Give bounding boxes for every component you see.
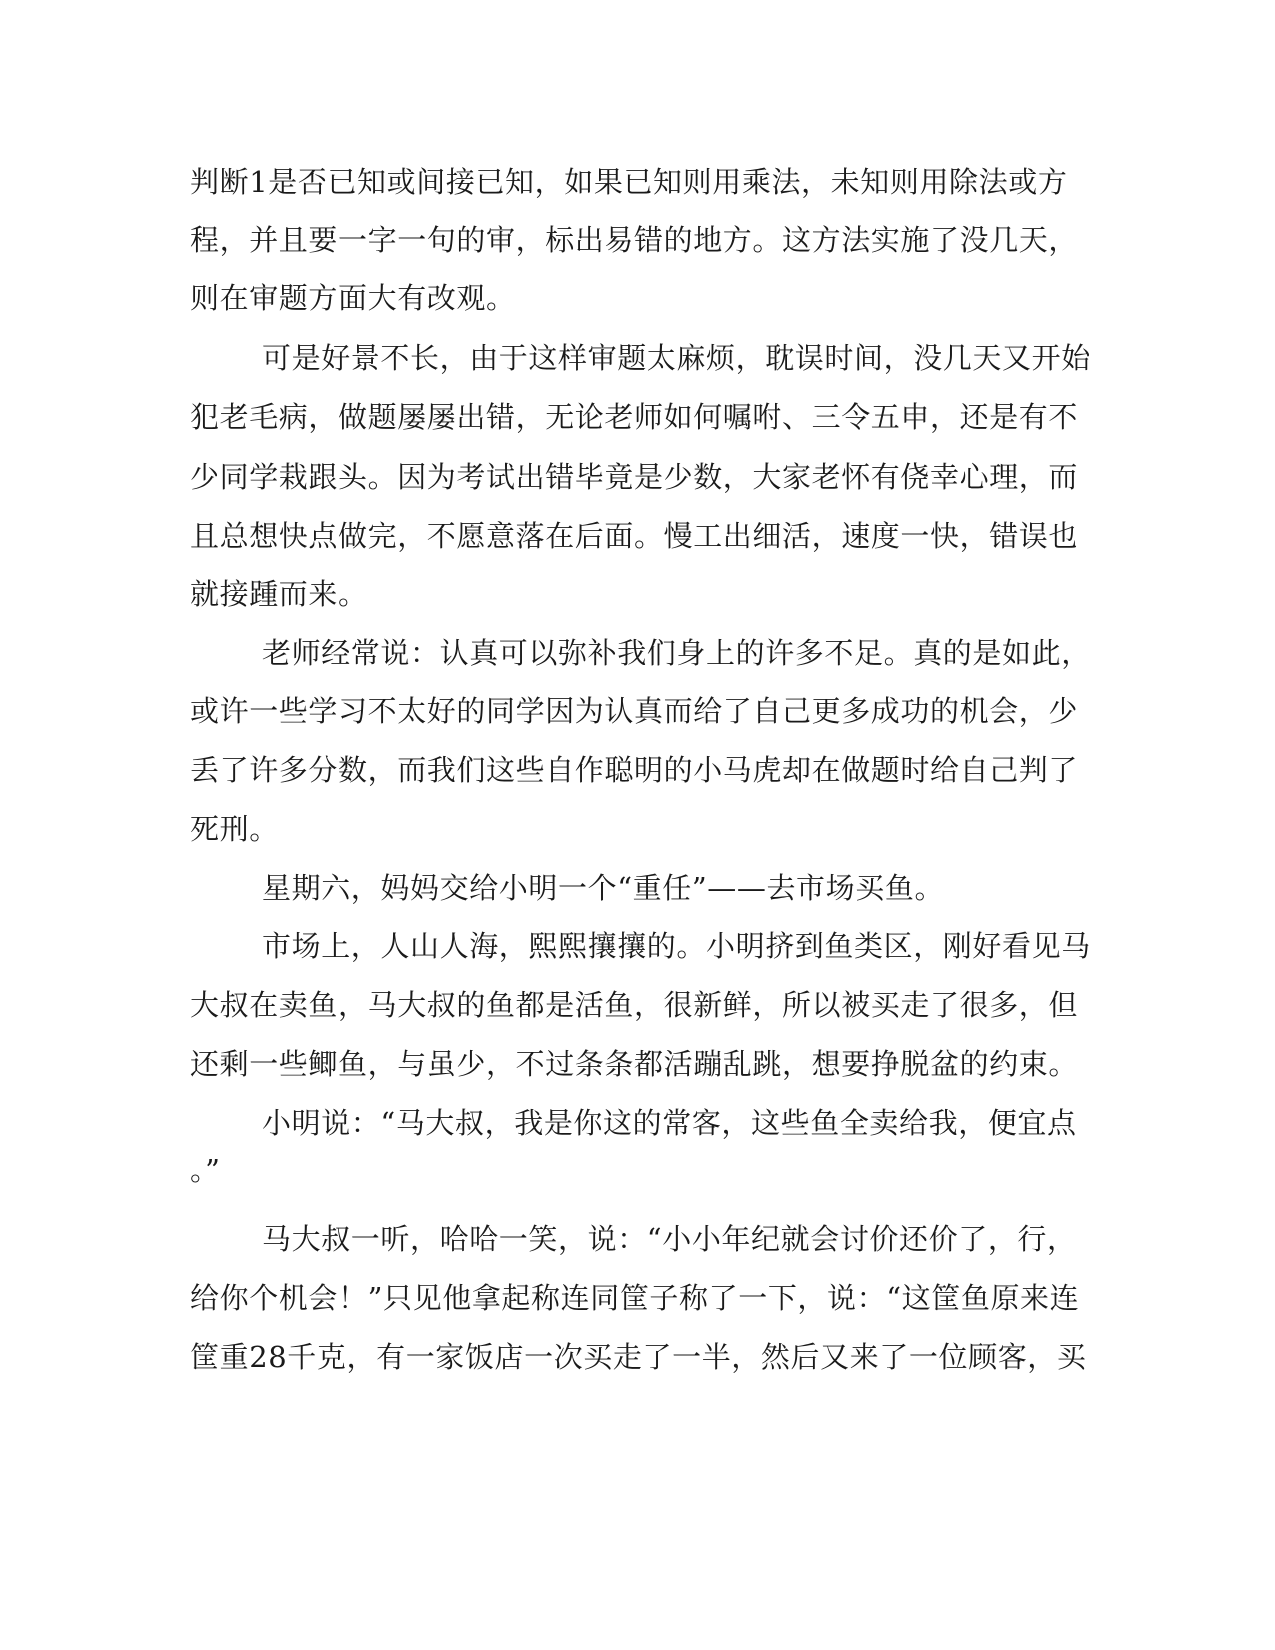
text-line: 且总想快点做完，不愿意落在后面。慢工出细活，速度一快，错误也 <box>190 519 1079 553</box>
paragraph-first-line: 老师经常说：认真可以弥补我们身上的许多不足。真的是如此， <box>262 636 1091 670</box>
text-line: 大叔在卖鱼，马大叔的鱼都是活鱼，很新鲜，所以被买走了很多，但 <box>190 988 1079 1022</box>
paragraph-first-line: 小明说：“马大叔，我是你这的常客，这些鱼全卖给我，便宜点 <box>262 1106 1077 1140</box>
text-line: 犯老毛病，做题屡屡出错，无论老师如何嘱咐、三令五申，还是有不 <box>190 400 1079 434</box>
text-line: 少同学栽跟头。因为考试出错毕竟是少数，大家老怀有侥幸心理，而 <box>190 460 1079 494</box>
paragraph-first-line: 可是好景不长，由于这样审题太麻烦，耽误时间，没几天又开始 <box>262 341 1091 375</box>
text-line: 则在审题方面大有改观。 <box>190 281 516 315</box>
paragraph-first-line: 马大叔一听，哈哈一笑，说：“小小年纪就会讨价还价了，行， <box>262 1222 1077 1256</box>
paragraph-first-line: 星期六，妈妈交给小明一个“重任”——去市场买鱼。 <box>262 871 945 905</box>
text-line: 筐重28千克，有一家饭店一次买走了一半，然后又来了一位顾客，买 <box>190 1340 1087 1374</box>
text-line: 丢了许多分数，而我们这些自作聪明的小马虎却在做题时给自己判了 <box>190 753 1079 787</box>
text-line: 给你个机会！”只见他拿起称连同筐子称了一下，说：“这筐鱼原来连 <box>190 1281 1080 1315</box>
text-line: 还剩一些鲫鱼，与虽少，不过条条都活蹦乱跳，想要挣脱盆的约束。 <box>190 1047 1079 1081</box>
text-line: 死刑。 <box>190 812 279 846</box>
text-line: 或许一些学习不太好的同学因为认真而给了自己更多成功的机会，少 <box>190 694 1079 728</box>
text-line: 程，并且要一字一句的审，标出易错的地方。这方法实施了没几天， <box>190 223 1079 257</box>
text-line: 就接踵而来。 <box>190 577 368 611</box>
text-line: 。” <box>190 1153 221 1187</box>
text-line: 判断1是否已知或间接已知，如果已知则用乘法，未知则用除法或方 <box>190 165 1068 199</box>
paragraph-first-line: 市场上，人山人海，熙熙攘攘的。小明挤到鱼类区，刚好看见马 <box>262 929 1091 963</box>
